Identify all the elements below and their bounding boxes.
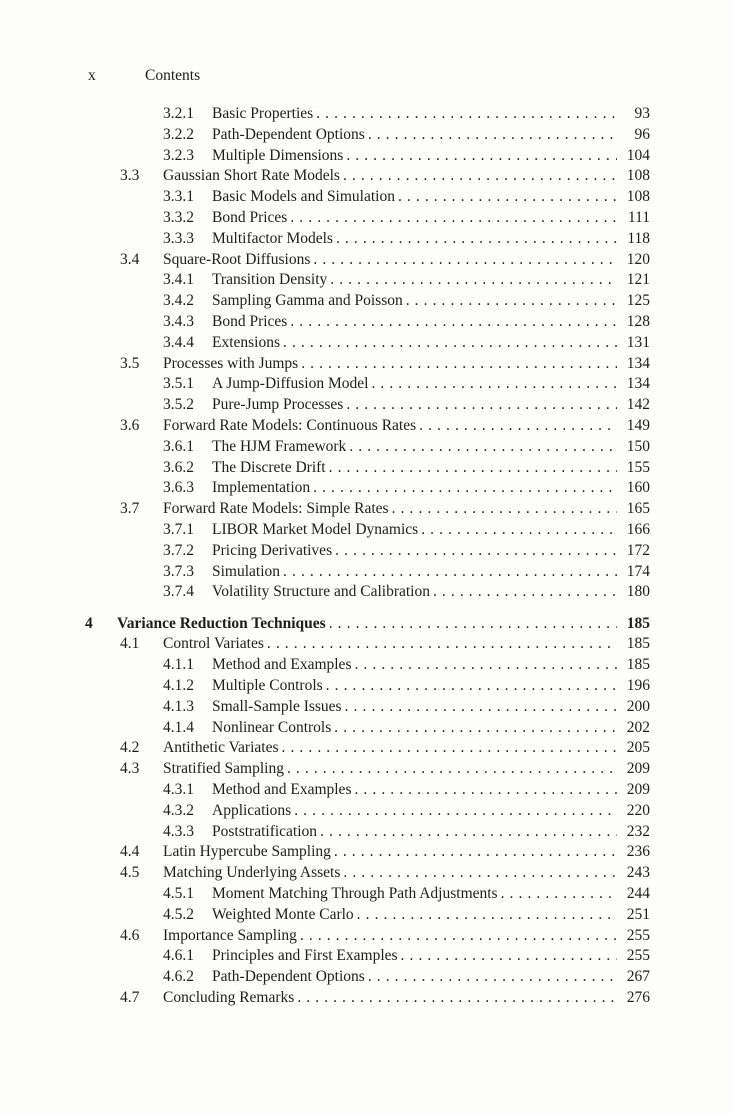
leader-dots — [326, 676, 617, 697]
entry-number: 4.7 — [120, 988, 140, 1006]
leader-dots — [316, 104, 617, 125]
entry-title: Moment Matching Through Path Adjustments — [212, 884, 498, 902]
entry-number: 3.2.2 — [163, 125, 194, 143]
entry-title: Basic Models and Simulation — [212, 188, 395, 206]
entry-title: Matching Underlying Assets — [163, 864, 341, 882]
entry-number: 3.2.1 — [163, 105, 194, 122]
entry-number: 4.1.2 — [163, 677, 194, 695]
entry-page-number: 232 — [626, 822, 650, 840]
entry-page-number: 251 — [626, 905, 650, 923]
entry-number: 4.4 — [120, 843, 140, 861]
leader-dots — [401, 946, 617, 967]
entry-title: Volatility Structure and Calibration — [212, 583, 430, 601]
entry-title: Extensions — [212, 333, 281, 351]
entry-title: Basic Properties — [212, 105, 314, 122]
entry-title: Transition Density — [212, 271, 328, 289]
leader-dots — [354, 780, 617, 801]
entry-page-number: 96 — [634, 125, 650, 143]
entry-number: 4.1.4 — [163, 718, 194, 736]
toc-entry — [85, 437, 650, 458]
toc-entry — [85, 863, 650, 884]
entry-page-number: 196 — [626, 677, 650, 695]
leader-dots — [368, 125, 617, 146]
entry-number: 4.3.1 — [163, 781, 194, 798]
leader-dots — [346, 395, 617, 416]
entry-number: 4.5.1 — [163, 884, 194, 902]
entry-title: Antithetic Variates — [163, 739, 279, 757]
toc-entry — [85, 478, 650, 499]
entry-number: 4.1 — [120, 635, 140, 653]
leader-dots — [419, 416, 617, 437]
entry-number: 4.2 — [120, 739, 140, 757]
entry-title: A Jump-Diffusion Model — [212, 375, 369, 393]
leader-dots — [294, 801, 617, 822]
entry-number: 3.5 — [120, 354, 140, 372]
toc-entry — [85, 520, 650, 541]
leader-dots — [421, 520, 617, 541]
toc-entry — [85, 822, 650, 843]
entry-page-number: 150 — [626, 437, 650, 455]
leader-dots — [283, 562, 617, 583]
leader-dots — [313, 478, 617, 499]
entry-page-number: 243 — [626, 864, 650, 882]
entry-page-number: 244 — [626, 884, 650, 902]
leader-dots — [343, 166, 617, 187]
entry-title: Bond Prices — [212, 312, 288, 330]
entry-page-number: 255 — [626, 926, 650, 944]
toc-entry — [85, 395, 650, 416]
leader-dots — [357, 905, 617, 926]
entry-number: 3.6 — [120, 416, 140, 434]
toc-entry — [85, 926, 650, 947]
toc-entry — [85, 250, 650, 271]
toc-entry — [85, 291, 650, 312]
entry-page-number: 200 — [626, 697, 650, 715]
toc-entry — [85, 146, 650, 167]
entry-number: 3.4.4 — [163, 333, 194, 351]
entry-title: Variance Reduction Techniques — [117, 614, 326, 632]
entry-title: Method and Examples — [212, 781, 352, 798]
toc-entry — [85, 738, 650, 759]
toc-entry — [85, 842, 650, 863]
entry-title: Nonlinear Controls — [212, 718, 332, 736]
entry-page-number: 111 — [627, 208, 650, 226]
entry-title: Applications — [212, 801, 292, 819]
leader-dots — [329, 614, 617, 635]
entry-title: Forward Rate Models: Simple Rates — [163, 500, 389, 518]
leader-dots — [345, 697, 617, 718]
leader-dots — [287, 759, 617, 780]
entry-number: 4.1.1 — [163, 656, 194, 674]
entry-title: Square-Root Diffusions — [163, 250, 311, 268]
entry-page-number: 165 — [626, 500, 650, 518]
toc-entry — [85, 634, 650, 655]
entry-title: Weighted Monte Carlo — [212, 905, 354, 923]
leader-dots — [330, 270, 617, 291]
entry-page-number: 93 — [634, 105, 650, 122]
toc-entry — [85, 499, 650, 520]
entry-title: The HJM Framework — [212, 437, 347, 455]
entry-title: Pure-Jump Processes — [212, 396, 344, 414]
toc-entry — [85, 562, 650, 583]
entry-page-number: 205 — [626, 739, 650, 757]
entry-page-number: 108 — [626, 167, 650, 185]
leader-dots — [334, 842, 617, 863]
leader-dots — [501, 884, 617, 905]
entry-page-number: 185 — [626, 635, 650, 653]
entry-page-number: 160 — [626, 479, 650, 497]
entry-title: The Discrete Drift — [212, 458, 326, 476]
entry-page-number: 128 — [626, 312, 650, 330]
entry-number: 3.6.1 — [163, 437, 194, 455]
entry-number: 4.3 — [120, 760, 140, 778]
entry-number: 3.7.2 — [163, 541, 194, 559]
entry-title: Concluding Remarks — [163, 988, 295, 1006]
leader-dots — [336, 229, 617, 250]
toc-entry — [85, 614, 650, 635]
entry-number: 3.6.3 — [163, 479, 194, 497]
entry-title: Multifactor Models — [212, 229, 333, 247]
leader-dots — [406, 291, 617, 312]
toc-entry — [85, 759, 650, 780]
toc-entry — [85, 374, 650, 395]
entry-page-number: 155 — [626, 458, 650, 476]
entry-number: 3.3.2 — [163, 208, 194, 226]
entry-title: Path-Dependent Options — [212, 968, 365, 986]
leader-dots — [290, 312, 617, 333]
entry-page-number: 209 — [626, 781, 650, 798]
leader-dots — [335, 541, 617, 562]
toc-entry — [85, 166, 650, 187]
leader-dots — [368, 967, 617, 988]
toc-entry — [85, 104, 650, 125]
entry-number: 3.4.2 — [163, 292, 194, 310]
entry-number: 3.3 — [120, 167, 140, 185]
entry-page-number: 149 — [626, 416, 650, 434]
leader-dots — [290, 208, 617, 229]
entry-title: Stratified Sampling — [163, 760, 284, 778]
toc-entry — [85, 676, 650, 697]
toc-entry — [85, 905, 650, 926]
entry-title: Forward Rate Models: Continuous Rates — [163, 416, 417, 434]
entry-number: 3.6.2 — [163, 458, 194, 476]
entry-page-number: 120 — [626, 250, 650, 268]
entry-title: Pricing Derivatives — [212, 541, 333, 559]
leader-dots — [354, 655, 617, 676]
leader-dots — [398, 187, 617, 208]
entry-title: Implementation — [212, 479, 311, 497]
entry-number: 4.5.2 — [163, 905, 194, 923]
entry-page-number: 202 — [626, 718, 650, 736]
leader-dots — [371, 374, 617, 395]
leader-dots — [334, 718, 617, 739]
entry-number: 3.7 — [120, 500, 140, 518]
toc-entry — [85, 187, 650, 208]
entry-page-number: 118 — [627, 229, 650, 247]
entry-page-number: 108 — [626, 188, 650, 206]
entry-page-number: 267 — [626, 968, 650, 986]
leader-dots — [346, 146, 617, 167]
leader-dots — [301, 354, 617, 375]
leader-dots — [267, 634, 617, 655]
toc-entry — [85, 333, 650, 354]
entry-page-number: 104 — [626, 146, 650, 164]
entry-page-number: 134 — [626, 354, 650, 372]
entry-title: Path-Dependent Options — [212, 125, 365, 143]
leader-dots — [349, 437, 617, 458]
entry-title: LIBOR Market Model Dynamics — [212, 520, 419, 538]
entry-page-number: 166 — [626, 520, 650, 538]
running-header — [0, 66, 734, 86]
entry-page-number: 236 — [626, 843, 650, 861]
toc-entry — [85, 270, 650, 291]
toc-entry — [85, 697, 650, 718]
entry-page-number: 125 — [626, 292, 650, 310]
toc-entry — [85, 780, 650, 801]
entry-number: 4.6.2 — [163, 968, 194, 986]
header-title: Contents — [145, 67, 201, 84]
entry-page-number: 174 — [626, 562, 650, 580]
entry-number: 4.3.3 — [163, 822, 194, 840]
entry-number: 3.2.3 — [163, 146, 194, 164]
entry-title: Method and Examples — [212, 656, 352, 674]
entry-title: Latin Hypercube Sampling — [163, 843, 331, 861]
entry-page-number: 134 — [626, 375, 650, 393]
toc-entry — [85, 967, 650, 988]
entry-number: 3.4 — [120, 250, 140, 268]
entry-number: 3.5.2 — [163, 396, 194, 414]
leader-dots — [433, 582, 617, 603]
entry-number: 4.6.1 — [163, 947, 194, 965]
leader-dots — [343, 863, 617, 884]
toc-entry — [85, 541, 650, 562]
entry-title: Poststratification — [212, 822, 318, 840]
toc-entry — [85, 718, 650, 739]
toc-entry — [85, 582, 650, 603]
page-number-roman: x — [88, 67, 96, 84]
entry-number: 4.3.2 — [163, 801, 194, 819]
toc-entry — [85, 416, 650, 437]
leader-dots — [329, 458, 617, 479]
entry-page-number: 180 — [626, 583, 650, 601]
entry-number: 4.5 — [120, 864, 140, 882]
entry-number: 3.7.4 — [163, 583, 194, 601]
toc-entry — [85, 655, 650, 676]
entry-number: 4.1.3 — [163, 697, 194, 715]
entry-page-number: 209 — [626, 760, 650, 778]
leader-dots — [283, 333, 617, 354]
toc-entry — [85, 801, 650, 822]
entry-page-number: 142 — [626, 396, 650, 414]
toc-entry — [85, 354, 650, 375]
entry-page-number: 185 — [626, 656, 650, 674]
entry-page-number: 185 — [626, 614, 650, 632]
entry-title: Processes with Jumps — [163, 354, 299, 372]
entry-title: Importance Sampling — [163, 926, 297, 944]
entry-title: Bond Prices — [212, 208, 288, 226]
entry-title: Small-Sample Issues — [212, 697, 342, 715]
leader-dots — [320, 822, 617, 843]
entry-title: Gaussian Short Rate Models — [163, 167, 340, 185]
entry-number: 3.5.1 — [163, 375, 194, 393]
entry-number: 3.3.3 — [163, 229, 194, 247]
leader-dots — [313, 250, 617, 271]
toc-entry — [85, 458, 650, 479]
entry-number: 4.6 — [120, 926, 140, 944]
entry-page-number: 276 — [626, 988, 650, 1006]
entry-number: 3.7.3 — [163, 562, 194, 580]
toc-entry — [85, 229, 650, 250]
entry-page-number: 220 — [626, 801, 650, 819]
leader-dots — [300, 926, 617, 947]
entry-title: Sampling Gamma and Poisson — [212, 292, 403, 310]
entry-page-number: 131 — [626, 333, 650, 351]
entry-title: Control Variates — [163, 635, 264, 653]
entry-page-number: 255 — [626, 947, 650, 965]
leader-dots — [282, 738, 617, 759]
entry-title: Simulation — [212, 562, 281, 580]
toc-entry — [85, 988, 650, 1009]
entry-title: Principles and First Examples — [212, 947, 398, 965]
toc-entry — [85, 884, 650, 905]
toc-entry — [85, 125, 650, 146]
entry-page-number: 172 — [626, 541, 650, 559]
entry-number: 3.7.1 — [163, 520, 194, 538]
leader-dots — [392, 499, 617, 520]
leader-dots — [297, 988, 617, 1009]
entry-title: Multiple Dimensions — [212, 146, 344, 164]
entry-number: 4 — [85, 614, 93, 632]
entry-number: 3.4.1 — [163, 271, 194, 289]
entry-number: 3.4.3 — [163, 312, 194, 330]
toc-entry — [85, 946, 650, 967]
entry-title: Multiple Controls — [212, 677, 323, 695]
table-of-contents — [85, 104, 650, 1009]
entry-number: 3.3.1 — [163, 188, 194, 206]
toc-entry — [85, 312, 650, 333]
entry-page-number: 121 — [626, 271, 650, 289]
toc-entry — [85, 208, 650, 229]
